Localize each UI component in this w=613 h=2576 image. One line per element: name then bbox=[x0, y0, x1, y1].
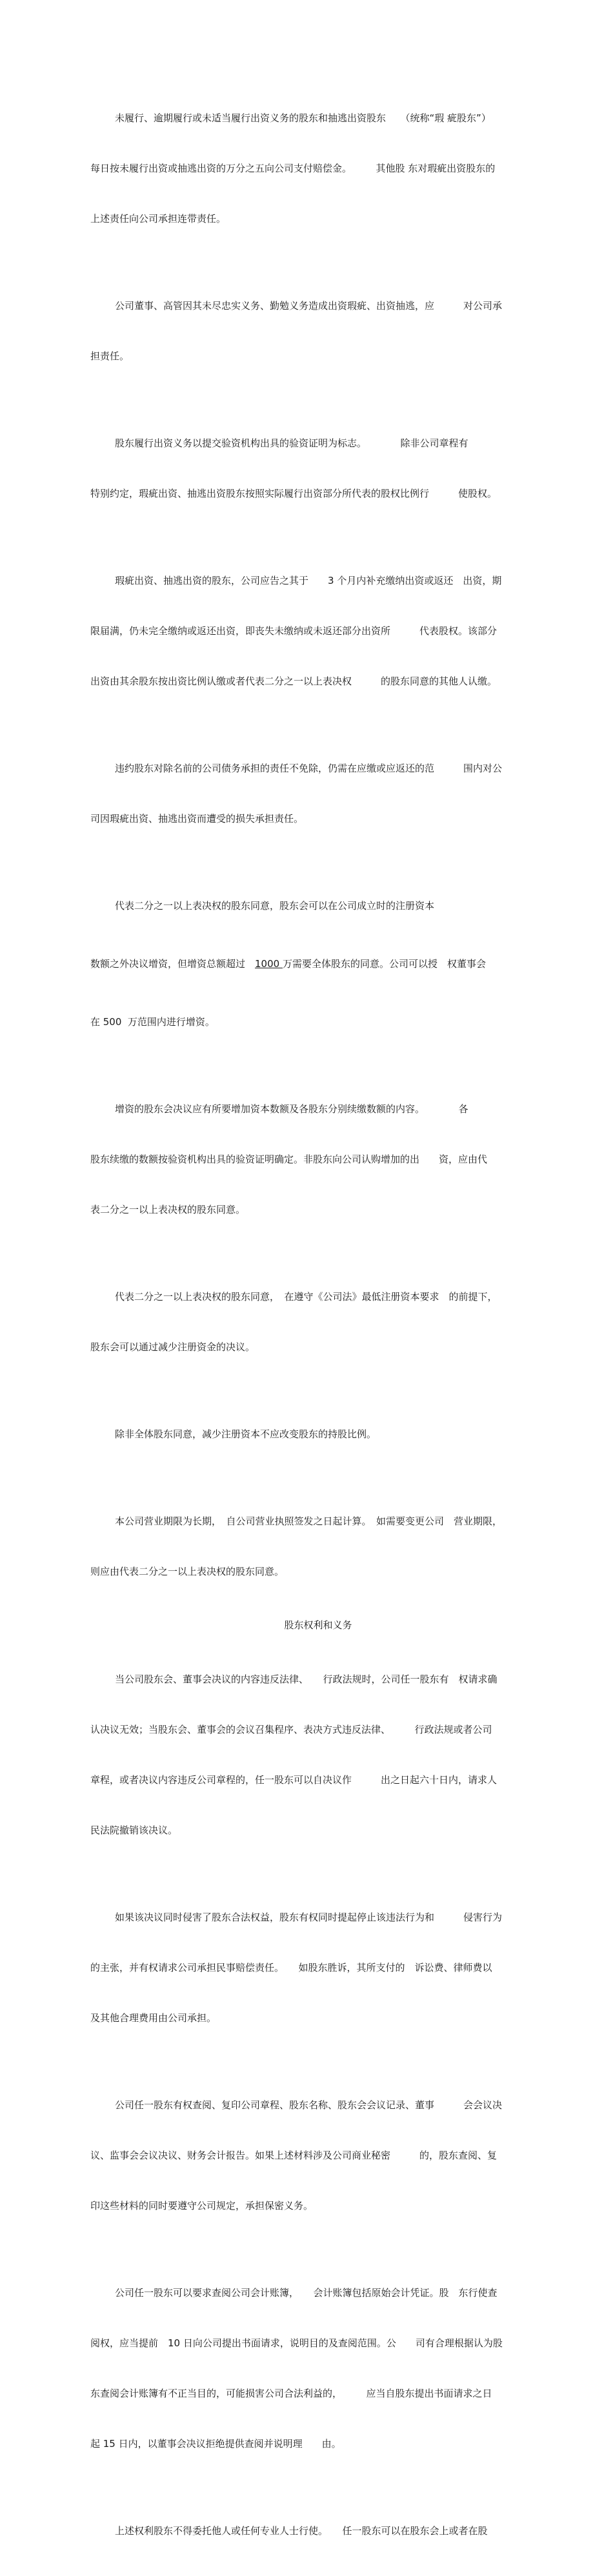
text-line: 代表二分之一以上表决权的股东同意， 在遵守《公司法》最低注册资本要求 的前提下， bbox=[115, 1291, 497, 1303]
text-line: 代表二分之一以上表决权的股东同意，股东会可以在公司成立时的注册资本 bbox=[115, 900, 435, 912]
text-line: 上述责任向公司承担连带责任。 bbox=[90, 213, 226, 225]
text-line: 印这些材料的同时要遵守公司规定，承担保密义务。 bbox=[90, 2200, 314, 2212]
text-line: 本公司营业期限为长期， 自公司营业执照签发之日起计算。 如需要变更公司 营业期限， bbox=[115, 1515, 503, 1527]
paragraph-account-books bbox=[90, 2251, 546, 2486]
text-line: 起 15 日内，以董事会决议拒绝提供查阅并说明理 由。 bbox=[90, 2438, 341, 2450]
text-line: 公司董事、高管因其未尽忠实义务、勤勉义务造成出资瑕疵、出资抽逃，应 对公司承 bbox=[115, 300, 503, 312]
text-line: 章程，或者决议内容违反公司章程的，任一股东可以自决议作 出之日起六十日内，请求人 bbox=[90, 1774, 497, 1786]
paragraph-supplementary-payment bbox=[90, 539, 546, 723]
text-line: 特别约定，瑕疵出资、抽逃出资股东按照实际履行出资部分所代表的股权比例行 使股权。 bbox=[90, 488, 497, 499]
text-line: 出资由其余股东按出资比例认缴或者代表二分之一以上表决权 的股东同意的其他人认缴。 bbox=[90, 675, 497, 687]
text-line: 的主张，并有权请求公司承担民事赔偿责任。 如股东胜诉，其所支付的 诉讼费、律师费以 bbox=[90, 1962, 492, 1973]
text-line: 表二分之一以上表决权的股东同意。 bbox=[90, 1204, 246, 1215]
text-line: 违约股东对除名前的公司债务承担的责任不免除，仍需在应缴或应返还的范 围内对公 bbox=[115, 763, 503, 774]
paragraph-defective-shareholders bbox=[90, 76, 546, 261]
paragraph-capital-resolution bbox=[90, 1067, 546, 1252]
paragraph-inspection-rights bbox=[90, 2063, 546, 2248]
text-line: 股东会可以通过减少注册资金的决议。 bbox=[90, 1341, 256, 1353]
text-line: 在 500 万范围内进行增资。 bbox=[90, 1016, 215, 1028]
paragraph-infringement bbox=[90, 1875, 546, 2060]
text-line: 未履行、逾期履行或未适当履行出资义务的股东和抽逃出资股东 （统称“瑕 疵股东”） bbox=[115, 112, 491, 124]
paragraph-non-delegation bbox=[90, 2489, 546, 2573]
text-line: 阅权，应当提前 10 日向公司提出书面请求，说明目的及查阅范围。公 司有合理根据认为股 bbox=[90, 2337, 503, 2349]
text-line: 股东续缴的数额按验资机构出具的验资证明确定。非股东向公司认购增加的出 资，应由代 bbox=[90, 1153, 488, 1165]
underlined-amount: 1000 bbox=[255, 958, 283, 970]
text-line: 认决议无效；当股东会、董事会的会议召集程序、表决方式违反法律、 行政法规或者公司 bbox=[90, 1724, 492, 1735]
text-line: 当公司股东会、董事会决议的内容违反法律、 行政法规时，公司任一股东有 权请求确 bbox=[115, 1673, 497, 1685]
text-segment: 数额之外决议增资，但增资总额超过 bbox=[90, 958, 256, 970]
text-line: 担责任。 bbox=[90, 350, 130, 362]
text-line: 除非全体股东同意，减少注册资本不应改变股东的持股比例。 bbox=[115, 1428, 377, 1440]
text-line: 上述权利股东不得委托他人或任何专业人士行使。 任一股东可以在股东会上或者在股 bbox=[115, 2525, 488, 2537]
paragraph-shareholding-ratio bbox=[90, 1392, 546, 1476]
text-line: 及其他合理费用由公司承担。 bbox=[90, 2012, 217, 2024]
paragraph-capital-increase bbox=[90, 864, 546, 1064]
text-line: 如果该决议同时侵害了股东合法权益，股东有权同时提起停止该违法行为和 侵害行为 bbox=[115, 1912, 503, 1923]
paragraph-resolution-invalid bbox=[90, 1637, 546, 1872]
text-line: 议、监事会会议决议、财务会计报告。如果上述材料涉及公司商业秘密 的，股东查阅、复 bbox=[90, 2150, 497, 2161]
text-line bbox=[90, 955, 546, 972]
text-line: 瑕疵出资、抽逃出资的股东，公司应告之其于 3 个月内补充缴纳出资或返还 出资，期 bbox=[115, 575, 502, 586]
text-line: 东查阅会计账簿有不正当目的，可能损害公司合法利益的， 应当自股东提出书面请求之日 bbox=[90, 2388, 492, 2399]
paragraph-breach-liability bbox=[90, 726, 546, 861]
paragraph-capital-verification bbox=[90, 401, 546, 535]
text-line: 民法院撤销该决议。 bbox=[90, 1824, 178, 1836]
paragraph-director-liability bbox=[90, 264, 546, 398]
document-page bbox=[90, 76, 546, 2576]
text-segment: 万需要全体股东的同意。公司可以授 权董事会 bbox=[282, 958, 486, 970]
text-line: 则应由代表二分之一以上表决权的股东同意。 bbox=[90, 1566, 285, 1577]
text-line: 限届满，仍未完全缴纳或返还出资，即丧失未缴纳或未返还部分出资所 代表股权。该部分 bbox=[90, 625, 497, 637]
paragraph-capital-reduction bbox=[90, 1255, 546, 1389]
text-line: 每日按未履行出资或抽逃出资的万分之五向公司支付赔偿金。 其他股 东对瑕疵出资股东的 bbox=[90, 163, 496, 174]
text-line: 增资的股东会决议应有所要增加资本数额及各股东分别续缴数额的内容。 各 bbox=[115, 1103, 468, 1115]
text-line: 公司任一股东可以要求查阅公司会计账簿， 会计账簿包括原始会计凭证。股 东行使查 bbox=[115, 2287, 497, 2299]
text-line: 公司任一股东有权查阅、复印公司章程、股东名称、股东会会议记录、董事 会会议决 bbox=[115, 2099, 503, 2111]
text-line: 股东履行出资义务以提交验资机构出具的验资证明为标志。 除非公司章程有 bbox=[115, 437, 468, 449]
text-line: 司因瑕疵出资、抽逃出资而遭受的损失承担责任。 bbox=[90, 813, 304, 824]
section-heading: 股东权利和义务 bbox=[284, 1619, 352, 1631]
paragraph-business-term bbox=[90, 1479, 546, 1613]
